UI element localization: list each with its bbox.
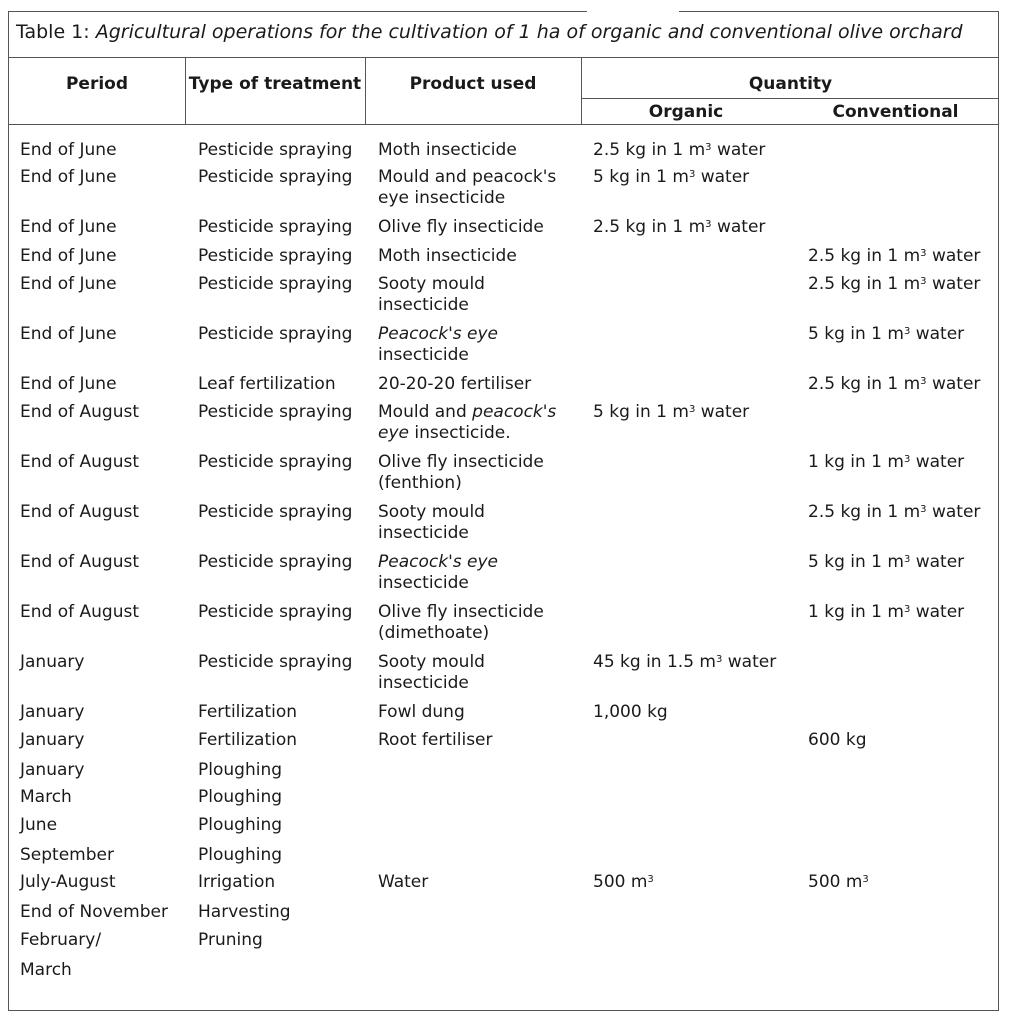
cell-type: Pesticide spraying bbox=[198, 167, 353, 187]
cell-type: Fertilization bbox=[198, 730, 298, 750]
header-product: Product used bbox=[409, 74, 537, 94]
cell-conventional: 1 kg in 1 $m^3$ water bbox=[808, 602, 965, 622]
cell-period: End of June bbox=[20, 374, 117, 394]
cell-product: Water bbox=[378, 872, 429, 892]
cell-period: January bbox=[20, 652, 85, 672]
cell-type: Pesticide spraying bbox=[198, 652, 353, 672]
cubic-superscript: 3 bbox=[903, 326, 911, 337]
cell-type: Ploughing bbox=[198, 815, 283, 835]
cell-period: January bbox=[20, 760, 85, 780]
caption-label: Table 1: bbox=[16, 21, 90, 43]
cell-organic: 500 $m^3$ bbox=[593, 872, 654, 892]
cell-product: 20-20-20 fertiliser bbox=[378, 374, 532, 394]
cell-type: Pesticide spraying bbox=[198, 452, 353, 472]
quantity-underline bbox=[582, 98, 998, 99]
cell-period: End of June bbox=[20, 274, 117, 294]
cell-period: End of June bbox=[20, 324, 117, 344]
cell-period: End of June bbox=[20, 140, 117, 160]
cubic-superscript: 3 bbox=[920, 504, 927, 515]
cubic-superscript: 3 bbox=[862, 874, 869, 885]
cell-period: February/ bbox=[20, 930, 102, 950]
cell-product: Moth insecticide bbox=[378, 246, 517, 266]
table-frame bbox=[8, 11, 999, 1011]
cell-period: January bbox=[20, 730, 85, 750]
cell-product: Sooty mould insecticide bbox=[378, 274, 485, 315]
header-bottom-border bbox=[9, 124, 998, 125]
header-type: Type of treatment bbox=[188, 74, 362, 94]
cell-type: Pesticide spraying bbox=[198, 402, 353, 422]
cell-type: Ploughing bbox=[198, 845, 283, 865]
cell-type: Pesticide spraying bbox=[198, 246, 353, 266]
cell-conventional: 5 kg in 1 $m^3$ water bbox=[808, 324, 965, 344]
cell-organic: 45 kg in 1.5 $m^3$ water bbox=[593, 652, 777, 672]
cell-period: End of August bbox=[20, 502, 139, 522]
cubic-superscript: 3 bbox=[903, 604, 911, 615]
cell-product: Moth insecticide bbox=[378, 140, 517, 160]
cell-product: Sooty mould insecticide bbox=[378, 652, 485, 693]
cubic-superscript: 3 bbox=[920, 376, 927, 387]
cell-product: Mould and peacock's eye insecticide bbox=[378, 167, 557, 208]
cell-type: Pesticide spraying bbox=[198, 324, 353, 344]
cubic-superscript: 3 bbox=[920, 248, 927, 259]
cubic-superscript: 3 bbox=[688, 404, 696, 415]
caption-title: Agricultural operations for the cultivation of 1 ha of organic and conventional olive orchard bbox=[95, 21, 963, 43]
cell-type: Pesticide spraying bbox=[198, 140, 353, 160]
cell-period: End of June bbox=[20, 217, 117, 237]
cell-period: End of August bbox=[20, 452, 139, 472]
cell-type: Pesticide spraying bbox=[198, 552, 353, 572]
cubic-superscript: 3 bbox=[705, 142, 712, 153]
cell-product: Mould and peacock's eye insecticide. bbox=[378, 402, 557, 443]
header-quantity: Quantity bbox=[748, 74, 833, 94]
cell-period: End of August bbox=[20, 602, 139, 622]
cell-period: July-August bbox=[20, 872, 116, 892]
cubic-superscript: 3 bbox=[688, 169, 696, 180]
cell-period: End of June bbox=[20, 246, 117, 266]
cell-product: Olive fly insecticide bbox=[378, 217, 544, 237]
cell-product: Sooty mould insecticide bbox=[378, 502, 485, 543]
cell-type: Harvesting bbox=[198, 902, 291, 922]
cubic-superscript: 3 bbox=[705, 219, 712, 230]
header-period: Period bbox=[65, 74, 129, 94]
cell-conventional: 2.5 kg in 1 $m^3$ water bbox=[808, 502, 981, 522]
cell-conventional: 2.5 kg in 1 $m^3$ water bbox=[808, 374, 981, 394]
cell-product: Peacock's eye insecticide bbox=[378, 324, 498, 365]
cell-type: Pesticide spraying bbox=[198, 217, 353, 237]
cell-conventional: 2.5 kg in 1 $m^3$ water bbox=[808, 246, 981, 266]
cell-period: End of June bbox=[20, 167, 117, 187]
cell-period: January bbox=[20, 702, 85, 722]
cell-period: End of November bbox=[20, 902, 168, 922]
table-caption bbox=[9, 12, 998, 58]
cell-type: Ploughing bbox=[198, 760, 283, 780]
header-organic: Organic bbox=[648, 102, 724, 122]
cell-organic: 5 kg in 1 $m^3$ water bbox=[593, 167, 750, 187]
cell-period: September bbox=[20, 845, 114, 865]
cell-product: Fowl dung bbox=[378, 702, 465, 722]
cell-product: Olive fly insecticide (fenthion) bbox=[378, 452, 544, 493]
cell-type: Fertilization bbox=[198, 702, 298, 722]
cell-type: Pruning bbox=[198, 930, 263, 950]
cell-conventional: 5 kg in 1 $m^3$ water bbox=[808, 552, 965, 572]
cell-product: Root fertiliser bbox=[378, 730, 493, 750]
cubic-superscript: 3 bbox=[903, 454, 911, 465]
cell-type: Pesticide spraying bbox=[198, 602, 353, 622]
cell-conventional: 2.5 kg in 1 $m^3$ water bbox=[808, 274, 981, 294]
cell-period: March bbox=[20, 787, 72, 807]
cell-product: Peacock's eye insecticide bbox=[378, 552, 498, 593]
cell-type: Leaf fertilization bbox=[198, 374, 336, 394]
cell-period: March bbox=[20, 960, 72, 980]
cell-period: End of August bbox=[20, 552, 139, 572]
cell-product: Olive fly insecticide (dimethoate) bbox=[378, 602, 544, 643]
cubic-superscript: 3 bbox=[715, 654, 723, 665]
cell-organic: 2.5 kg in 1 $m^3$ water bbox=[593, 217, 766, 237]
cell-period: June bbox=[20, 815, 58, 835]
cell-conventional: 500 $m^3$ bbox=[808, 872, 869, 892]
cell-conventional: 600 kg bbox=[808, 730, 867, 750]
cell-type: Pesticide spraying bbox=[198, 502, 353, 522]
cell-type: Irrigation bbox=[198, 872, 276, 892]
cell-type: Ploughing bbox=[198, 787, 283, 807]
cell-period: End of August bbox=[20, 402, 139, 422]
cell-type: Pesticide spraying bbox=[198, 274, 353, 294]
cubic-superscript: 3 bbox=[920, 276, 927, 287]
cell-organic: 1,000 kg bbox=[593, 702, 668, 722]
cubic-superscript: 3 bbox=[903, 554, 911, 565]
cubic-superscript: 3 bbox=[647, 874, 654, 885]
header-conventional: Conventional bbox=[832, 102, 959, 122]
cell-organic: 2.5 kg in 1 $m^3$ water bbox=[593, 140, 766, 160]
cell-organic: 5 kg in 1 $m^3$ water bbox=[593, 402, 750, 422]
cell-conventional: 1 kg in 1 $m^3$ water bbox=[808, 452, 965, 472]
